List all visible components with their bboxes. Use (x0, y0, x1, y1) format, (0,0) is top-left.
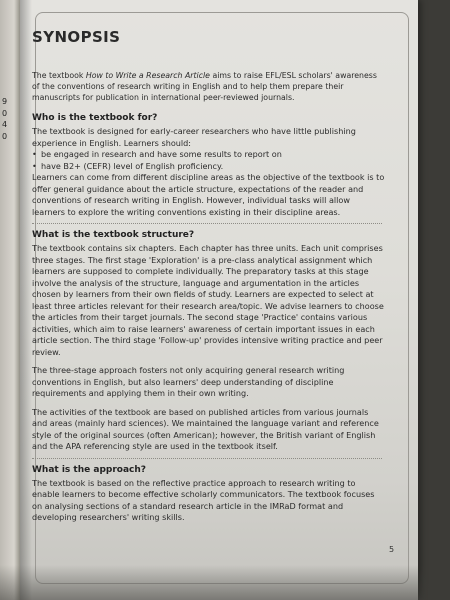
photo-shadow (0, 565, 450, 600)
section-divider (32, 458, 382, 459)
requirements-list (32, 149, 385, 172)
section-audience (30, 112, 385, 218)
section-structure (30, 229, 385, 453)
facing-page-edge (0, 0, 20, 600)
intro-paragraph (32, 70, 385, 103)
list-item: • be engaged in research and have some results to report on (32, 149, 385, 161)
section-heading: What is the approach? (32, 464, 146, 475)
page-content (30, 24, 385, 525)
facing-page-mark: 0 (2, 108, 8, 118)
section-divider (32, 223, 382, 224)
section-paragraph: The textbook is designed for early-career researchers who have little publishing experience in English. Learners should: (32, 126, 356, 148)
section-paragraph: The activities of the textbook are based on published articles from various journals and areas (mainly hard sciences). We maintained the language variant and reference style of the original sources (often American); however, the British variant of English and the APA referencing style are used in the textbook itself. (32, 406, 379, 451)
facing-page-mark: 9 (2, 97, 8, 106)
section-paragraph: The textbook contains six chapters. Each chapter has three units. Each unit comprises three stages. The first stage 'Exploration' is a pre-class analytical assignment which learners are supposed to complete individually. The preparatory tasks at this stage involve the analysis of the structure, language and argumentation in the articles chosen by learners from their own fields of study. Learners are expected to select at least three articles relevant for their research area/topic. We advise learners to choose the articles from their target journals. The second stage 'Practice' contains various activities, which aim to raise learners' awareness of certain important issues in each article section. The third stage 'Follow-up' provides intensive writing practice and peer review. (32, 243, 384, 357)
intro-text-end: aims to raise EFL/ESL scholars' awareness of the conventions of research writing in English and to help them prepare their manuscripts for publication in international peer-reviewed journals. (32, 71, 377, 102)
section-paragraph: Learners can come from different discipline areas as the objective of the textbook is to offer general guidance about the article structure, expectations of the reader and conventions of research writing in English. However, individual tasks will allow learners to explore the writing conventions existing in their discipline areas. (32, 172, 385, 217)
facing-page-mark: 4 (2, 120, 8, 129)
section-paragraph: The textbook is based on the reflective practice approach to research writing to enable learners to become effective scholarly communicators. The textbook focuses on analysing sections of a standard research article in the IMRaD format and developing researchers' writing skills. (32, 477, 375, 522)
section-approach (30, 464, 385, 524)
section-heading: What is the textbook structure? (32, 230, 195, 240)
list-item: • have B2+ (CEFR) level of English proficiency. (32, 161, 385, 173)
page-title: SYNOPSIS (32, 28, 121, 46)
page-number: 5 (389, 545, 395, 554)
facing-page-mark: 0 (2, 131, 8, 141)
section-paragraph: The three-stage approach fosters not only acquiring general research writing conventions in English, but also learners' deep understanding of discipline requirements and applying them in their own writing. (32, 365, 345, 398)
section-heading: Who is the textbook for? (32, 113, 158, 123)
intro-text-start: The textbook (32, 71, 86, 80)
facing-page-marks (2, 96, 16, 142)
book-title-italic: How to Write a Research Article (85, 71, 210, 80)
